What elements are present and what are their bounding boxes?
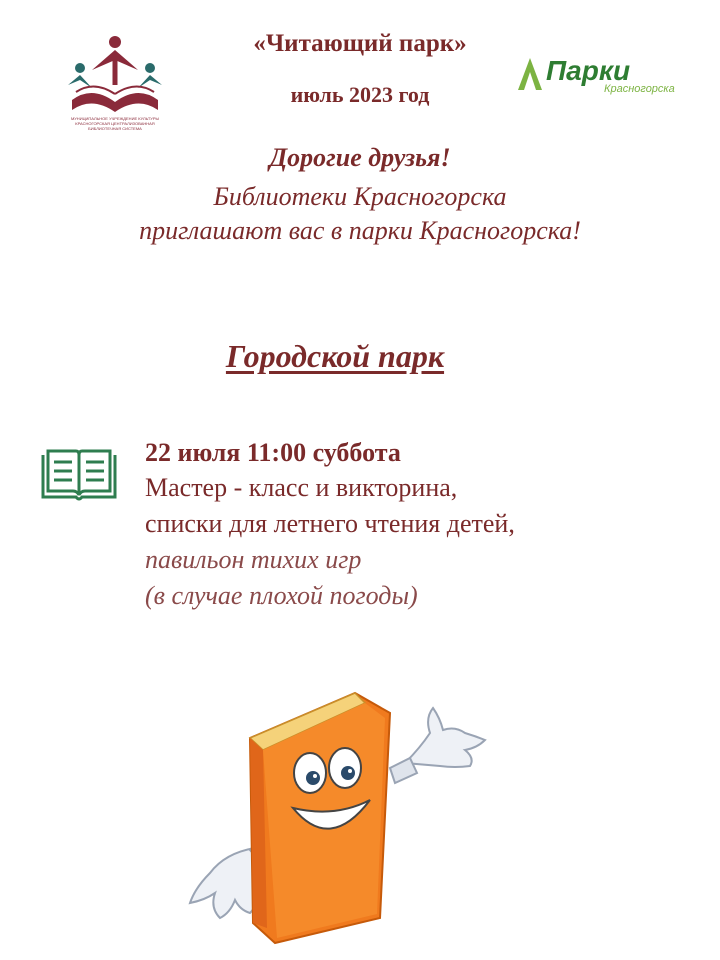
- event-note-1: павильон тихих игр: [145, 545, 362, 574]
- svg-text:БИБЛИОТЕЧНАЯ СИСТЕМА: БИБЛИОТЕЧНАЯ СИСТЕМА: [88, 126, 142, 131]
- parks-logo-main: Парки: [546, 55, 631, 86]
- event-datetime: 22 июля 11:00 суббота: [145, 438, 401, 467]
- greeting-line-2: Библиотеки Красногорска: [213, 182, 507, 211]
- event-month: июль 2023 год: [290, 82, 430, 107]
- parks-logo: [512, 50, 702, 96]
- library-logo-text: МУНИЦИПАЛЬНОЕ УЧРЕЖДЕНИЕ КУЛЬТУРЫ: [70, 116, 160, 121]
- park-name: Городской парк: [225, 338, 445, 374]
- greeting-line-3: приглашают вас в парки Красногорска!: [139, 216, 581, 245]
- open-book-icon: [40, 449, 118, 501]
- event-note-2: (в случае плохой погоды): [145, 581, 418, 610]
- event-description-2: списки для летнего чтения детей,: [145, 509, 515, 538]
- svg-text:КРАСНОГОРСКАЯ ЦЕНТРАЛИЗОВАННАЯ: КРАСНОГОРСКАЯ ЦЕНТРАЛИЗОВАННАЯ: [75, 121, 155, 126]
- parks-logo-sub: Красногорска: [604, 83, 675, 95]
- mascot-right-hand: [390, 708, 485, 783]
- event-details: [145, 436, 705, 614]
- greeting-line-1: Дорогие друзья!: [269, 143, 451, 172]
- event-description-1: Мастер - класс и викторина,: [145, 473, 458, 502]
- book-mascot: [185, 688, 495, 950]
- page-title: «Читающий парк»: [253, 30, 467, 57]
